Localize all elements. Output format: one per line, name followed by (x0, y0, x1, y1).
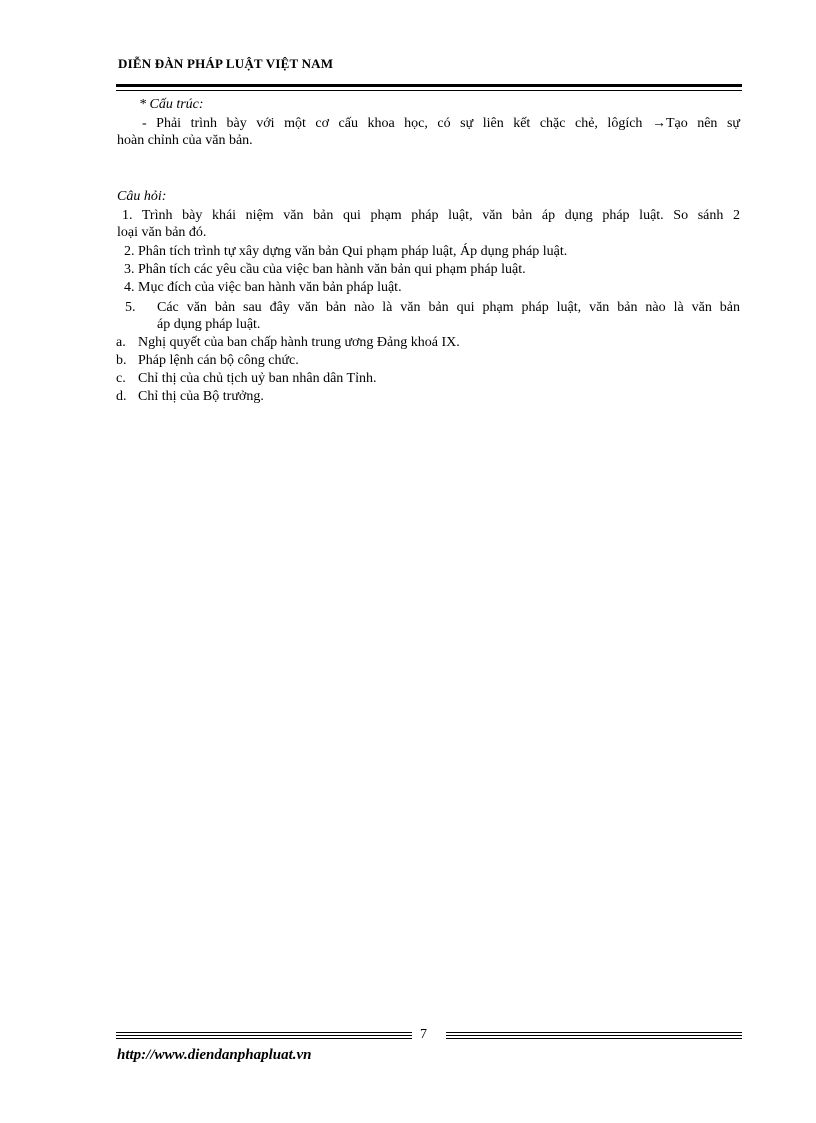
option-c-marker: c. (116, 371, 126, 386)
document-body (117, 96, 740, 416)
question-5-line-2: áp dụng pháp luật. (157, 317, 261, 332)
footer-rule-left-bottom (116, 1038, 412, 1039)
question-5-line-1: Các văn bản sau đây văn bản nào là văn bản qui phạm pháp luật, văn bản nào là văn bản (157, 300, 740, 315)
page-number: 7 (420, 1027, 427, 1042)
option-d-text: Chỉ thị của Bộ trưởng. (138, 389, 264, 404)
footer-url-link[interactable]: http://www.diendanphapluat.vn (117, 1047, 312, 1063)
structure-heading: * Cấu trúc: (139, 97, 204, 112)
header-rule-thick (116, 84, 742, 87)
page-header-title: DIỄN ĐÀN PHÁP LUẬT VIỆT NAM (118, 56, 334, 71)
option-a-text: Nghị quyết của ban chấp hành trung ương Đảng khoá IX. (138, 335, 460, 350)
header-rule-thin (116, 90, 742, 91)
question-5-number: 5. (125, 300, 136, 315)
question-4: 4. Mục đích của việc ban hành văn bản pháp luật. (124, 280, 402, 295)
footer-rule-right-mid (446, 1035, 742, 1036)
question-1-line-2: loại văn bản đó. (117, 225, 207, 240)
question-2: 2. Phân tích trình tự xây dựng văn bản Qui phạm pháp luật, Áp dụng pháp luật. (124, 244, 568, 259)
footer-rule-right-top (446, 1032, 742, 1033)
option-b-marker: b. (116, 353, 127, 368)
question-1-line-1: 1. Trình bày khái niệm văn bản qui phạm pháp luật, văn bản áp dụng pháp luật. So sánh 2 (122, 208, 740, 223)
footer-rule-left-top (116, 1032, 412, 1033)
footer-rule-left-mid (116, 1035, 412, 1036)
question-3: 3. Phân tích các yêu cầu của việc ban hành văn bản qui phạm pháp luật. (124, 262, 526, 277)
option-d-marker: d. (116, 389, 127, 404)
footer-rule-right-bottom (446, 1038, 742, 1039)
option-c-text: Chỉ thị của chủ tịch uỷ ban nhân dân Tỉnh. (138, 371, 377, 386)
option-b-text: Pháp lệnh cán bộ công chức. (138, 353, 299, 368)
structure-line-2: hoàn chỉnh của văn bản. (117, 133, 253, 148)
questions-heading: Câu hỏi: (117, 189, 167, 204)
option-a-marker: a. (116, 335, 126, 350)
structure-line-1: - Phải trình bày với một cơ cấu khoa học, có sự liên kết chặc chẻ, lôgích →Tạo nên sự (142, 116, 740, 131)
